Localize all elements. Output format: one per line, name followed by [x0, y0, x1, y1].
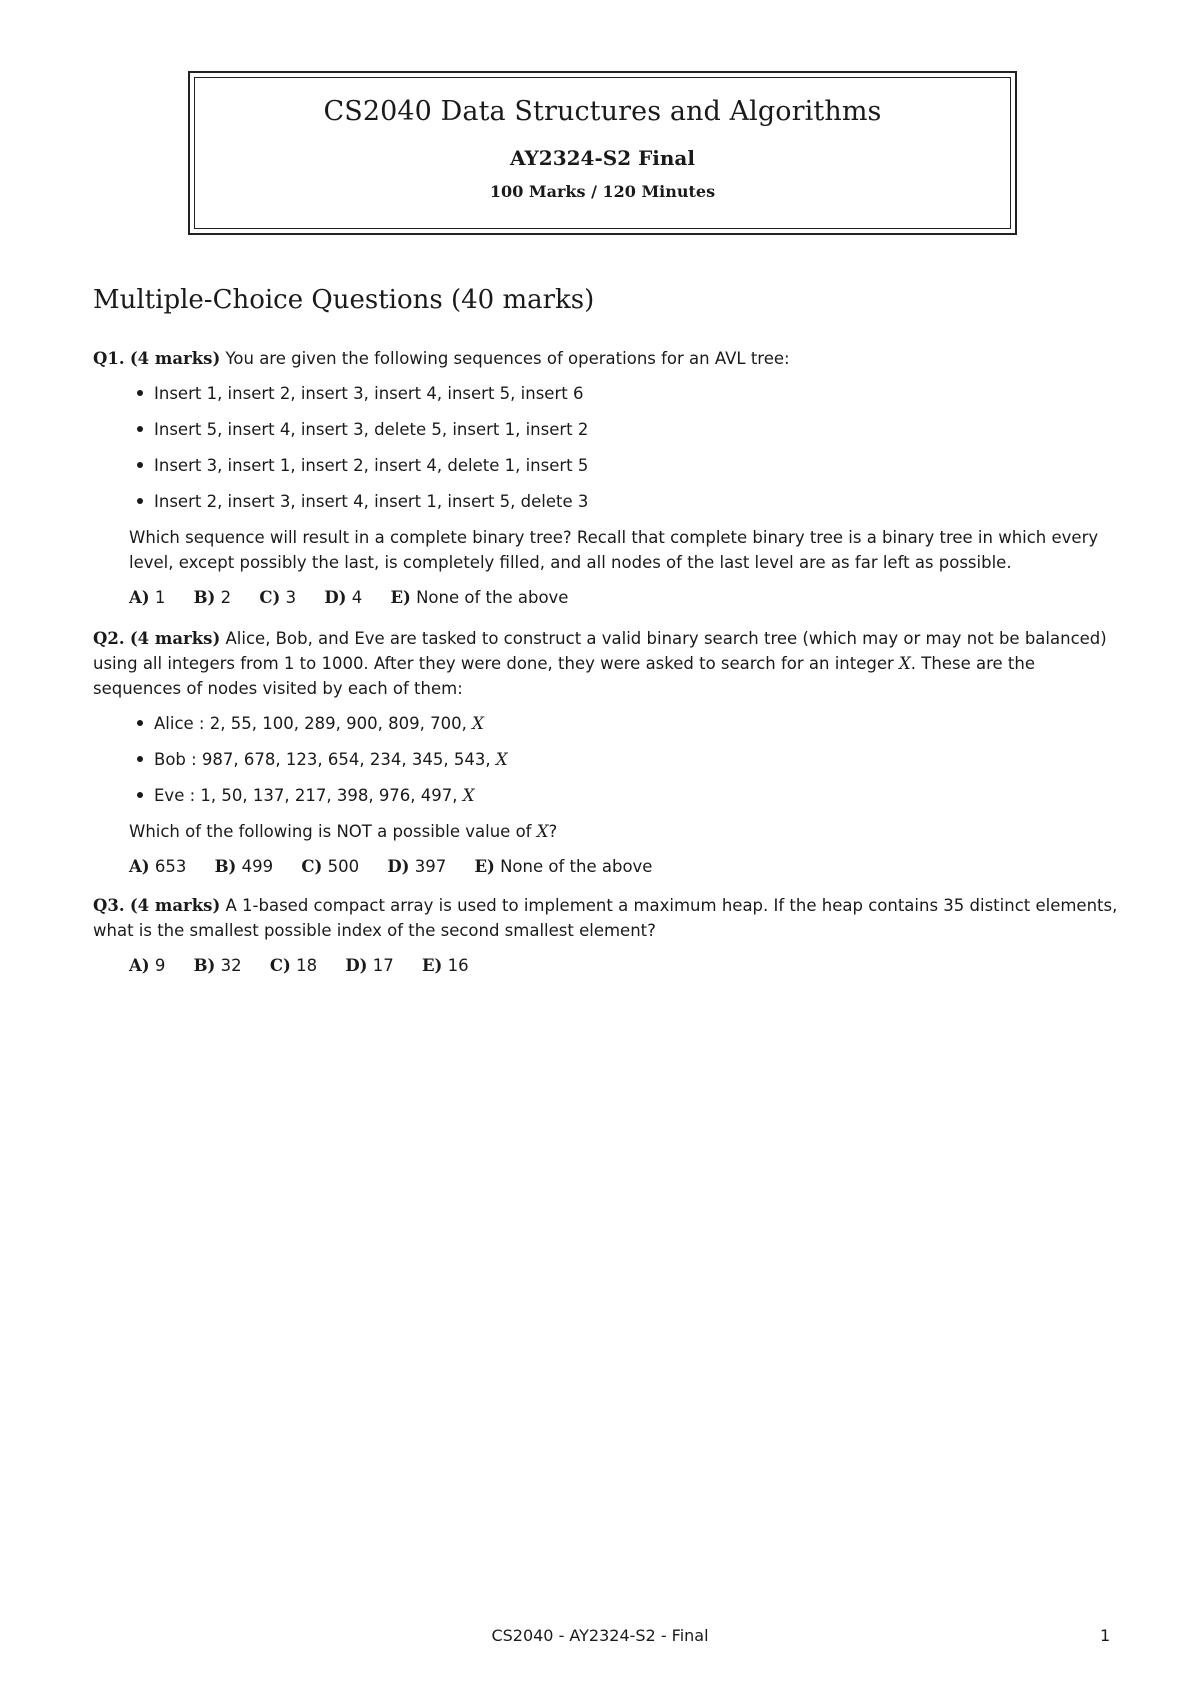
answer-choices [93, 585, 1123, 610]
choice-letter: C) [269, 956, 291, 975]
choice-text: 2 [220, 588, 232, 607]
search-path: Eve : 1, 50, 137, 217, 398, 976, 497, [154, 786, 458, 805]
choice-text: 3 [285, 588, 297, 607]
list-item: Insert 5, insert 4, insert 3, delete 5, insert 1, insert 2 [137, 417, 1123, 442]
choice-letter: A) [129, 588, 150, 607]
title-box [188, 71, 1017, 235]
choice-d[interactable] [345, 953, 393, 978]
section-heading: Multiple-Choice Questions (40 marks) [93, 285, 595, 315]
choice-letter: E) [421, 956, 443, 975]
question-1-sequences [93, 381, 1123, 514]
choice-text: 500 [327, 857, 360, 876]
choice-letter: C) [301, 857, 323, 876]
choice-text: 18 [296, 956, 318, 975]
choice-a[interactable] [129, 953, 165, 978]
choice-d[interactable] [324, 585, 362, 610]
search-path: Bob : 987, 678, 123, 654, 234, 345, 543, [154, 750, 491, 769]
answer-choices [93, 953, 1123, 978]
question-3-intro [93, 893, 1123, 943]
choice-a[interactable] [129, 854, 186, 879]
choice-e[interactable] [474, 854, 652, 879]
choice-letter: B) [193, 588, 216, 607]
question-intro: A 1-based compact array is used to implement a maximum heap. If the heap contains 35 distinct elements, what is the smallest possible index of the second smallest element? [93, 896, 1118, 940]
question-1 [93, 346, 1123, 610]
question-intro-end: . These are the sequences of nodes visited by each of them: [93, 654, 1035, 698]
question-number: Q1. [93, 349, 125, 368]
question-marks: (4 marks) [129, 349, 221, 368]
list-item [137, 747, 1123, 772]
choice-d[interactable] [387, 854, 446, 879]
question-number: Q2. [93, 629, 125, 648]
variable-x: X [899, 654, 911, 673]
page-number: 1 [1100, 1626, 1111, 1645]
list-item [137, 711, 1123, 736]
choice-text: 499 [241, 857, 274, 876]
choice-text: 17 [372, 956, 394, 975]
list-item: Insert 1, insert 2, insert 3, insert 4, insert 5, insert 6 [137, 381, 1123, 406]
variable-x: X [472, 714, 484, 733]
exam-meta: 100 Marks / 120 Minutes [489, 182, 716, 201]
choice-e[interactable] [390, 585, 568, 610]
variable-x: X [495, 750, 508, 769]
question-marks: (4 marks) [129, 629, 221, 648]
choice-text: 1 [154, 588, 166, 607]
title-box-inner [194, 77, 1011, 229]
choice-b[interactable] [215, 854, 274, 879]
question-prompt-text: Which of the following is NOT a possible value of [129, 822, 532, 841]
answer-choices [93, 854, 1123, 879]
choice-text: 397 [414, 857, 447, 876]
question-3 [93, 893, 1123, 978]
choice-letter: B) [214, 857, 237, 876]
list-item [137, 783, 1123, 808]
course-title: CS2040 Data Structures and Algorithms [323, 96, 882, 127]
choice-text: 16 [447, 956, 469, 975]
choice-b[interactable] [194, 585, 232, 610]
variable-x: X [462, 786, 475, 805]
question-2 [93, 626, 1123, 879]
choice-a[interactable] [129, 585, 165, 610]
choice-letter: D) [324, 588, 347, 607]
question-intro: Alice, Bob, and Eve are tasked to construct a valid binary search tree (which may or may not be balanced) using all integers from 1 to 1000. After they were done, they were asked to search for an integer [93, 629, 1107, 673]
choice-e[interactable] [422, 953, 469, 978]
choice-c[interactable] [301, 854, 359, 879]
choice-letter: E) [474, 857, 495, 876]
choice-letter: D) [345, 956, 368, 975]
choice-text: None of the above [500, 857, 653, 876]
choice-letter: A) [129, 956, 150, 975]
variable-x: X [536, 822, 549, 841]
choice-letter: A) [129, 857, 150, 876]
choice-letter: E) [390, 588, 411, 607]
choice-letter: B) [193, 956, 216, 975]
page-footer: CS2040 - AY2324-S2 - Final [491, 1626, 709, 1645]
list-item: Insert 2, insert 3, insert 4, insert 1, insert 5, delete 3 [137, 489, 1123, 514]
choice-c[interactable] [259, 585, 296, 610]
question-prompt-end: ? [548, 822, 558, 841]
question-2-search-paths [93, 711, 1123, 808]
question-marks: (4 marks) [129, 896, 221, 915]
choice-text: 653 [154, 857, 187, 876]
choice-c[interactable] [270, 953, 317, 978]
question-intro: You are given the following sequences of operations for an AVL tree: [225, 349, 790, 368]
question-1-intro [93, 346, 1123, 371]
search-path: Alice : 2, 55, 100, 289, 900, 809, 700, [154, 714, 467, 733]
exam-name: AY2324-S2 Final [510, 146, 695, 170]
question-number: Q3. [93, 896, 125, 915]
question-prompt [93, 819, 1123, 844]
choice-text: 9 [154, 956, 166, 975]
choice-letter: C) [259, 588, 281, 607]
choice-text: 32 [220, 956, 242, 975]
choice-letter: D) [387, 857, 410, 876]
choice-text: None of the above [416, 588, 569, 607]
choice-b[interactable] [194, 953, 242, 978]
choice-text: 4 [351, 588, 363, 607]
list-item: Insert 3, insert 1, insert 2, insert 4, delete 1, insert 5 [137, 453, 1123, 478]
question-2-intro [93, 626, 1123, 701]
question-prompt: Which sequence will result in a complete binary tree? Recall that complete binary tree is a binary tree in which every level, except possibly the last, is completely filled, and all nodes of the last level are as far left as possible. [129, 528, 1099, 572]
